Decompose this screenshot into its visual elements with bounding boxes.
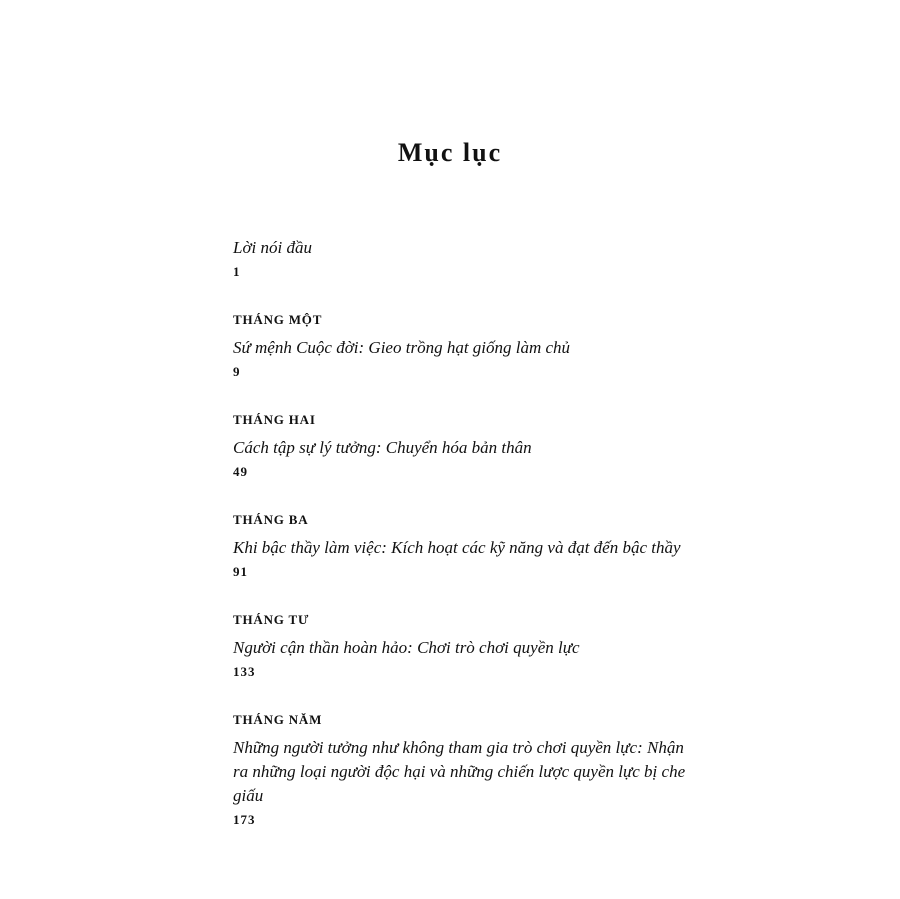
toc-entry-month-1 bbox=[233, 308, 693, 384]
toc-entry-page: 9 bbox=[233, 364, 241, 379]
table-of-contents bbox=[233, 236, 693, 832]
toc-entry-month-5 bbox=[233, 708, 693, 832]
toc-entry-page: 91 bbox=[233, 564, 248, 579]
toc-entry-title: Khi bậc thầy làm việc: Kích hoạt các kỹ năng và đạt đến bậc thầy bbox=[233, 538, 681, 557]
toc-entry-month-3 bbox=[233, 508, 693, 584]
toc-entry-title: Người cận thần hoàn hảo: Chơi trò chơi quyền lực bbox=[233, 638, 580, 657]
toc-entry-page: 173 bbox=[233, 812, 256, 827]
page-title: Mục lục bbox=[397, 138, 503, 167]
toc-entry-month: THÁNG BA bbox=[233, 512, 309, 527]
toc-entry-month: THÁNG TƯ bbox=[233, 612, 310, 627]
toc-entry-title: Cách tập sự lý tưởng: Chuyển hóa bản thân bbox=[233, 438, 532, 457]
toc-entry-month: THÁNG MỘT bbox=[233, 312, 323, 327]
toc-entry-month: THÁNG NĂM bbox=[233, 712, 323, 727]
toc-entry-preface bbox=[233, 236, 693, 284]
toc-entry-page: 133 bbox=[233, 664, 256, 679]
toc-entry-page: 49 bbox=[233, 464, 248, 479]
toc-entry-title: Những người tưởng như không tham gia trò chơi quyền lực: Nhận ra những loại người độc hại và những chiến lược quyền lực bị che giấu bbox=[233, 738, 686, 805]
toc-entry-title: Lời nói đầu bbox=[233, 238, 312, 257]
toc-entry-page: 1 bbox=[233, 264, 241, 279]
toc-entry-month-2 bbox=[233, 408, 693, 484]
toc-entry-title: Sứ mệnh Cuộc đời: Gieo trồng hạt giống làm chủ bbox=[233, 338, 571, 357]
toc-entry-month-4 bbox=[233, 608, 693, 684]
toc-entry-month: THÁNG HAI bbox=[233, 412, 316, 427]
